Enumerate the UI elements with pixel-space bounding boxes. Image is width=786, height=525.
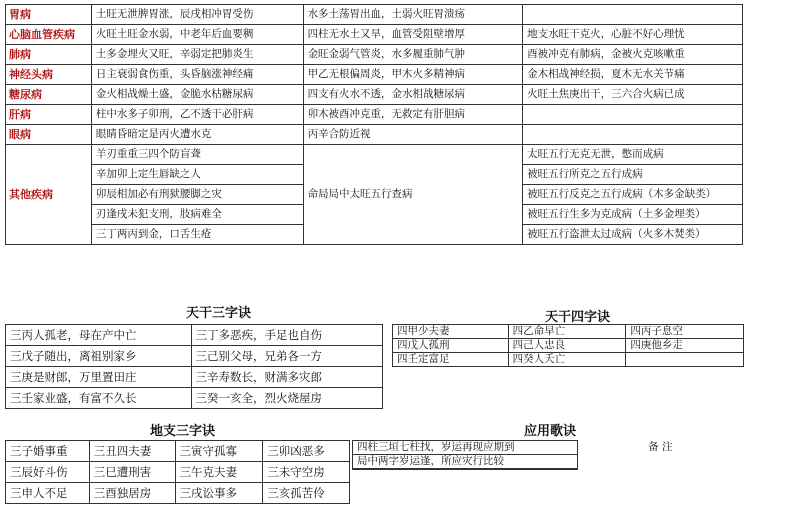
table-row	[393, 353, 744, 367]
disease-row	[6, 105, 743, 125]
verse-cell: 四甲少夫妻	[393, 325, 509, 339]
disease-row	[6, 85, 743, 105]
table-row	[6, 462, 350, 483]
disease-cell: 金木相战神经损，夏木无水关节痛	[523, 65, 743, 85]
verse-cell: 三庚是财郎，万里置田庄	[6, 367, 192, 388]
verse-cell: 三己别父母，兄弟各一方	[191, 346, 382, 367]
verse-cell: 三戊子随出，离祖别家乡	[6, 346, 192, 367]
verse-cell: 三卯凶恶多	[263, 441, 350, 462]
disease-cell	[523, 125, 743, 145]
verse-cell: 三壬家业盛，有富不久长	[6, 388, 192, 409]
verse-cell: 三丙人孤老，母在产中亡	[6, 325, 192, 346]
verse-cell: 三辛寿数长，财满多灾郎	[191, 367, 382, 388]
table-row	[6, 367, 383, 388]
note-cell	[577, 469, 743, 470]
disease-cell: 柱中水多子卯刑，乙不透干必肝病	[91, 105, 303, 125]
table-row	[6, 483, 350, 504]
disease-table	[5, 4, 743, 245]
verse-cell: 三子婚事重	[6, 441, 90, 462]
disease-cell: 太旺五行无克无泄，憋而成病	[523, 145, 743, 165]
disease-cell: 土多金埋火又旺，辛弱定把肺炎生	[91, 45, 303, 65]
verse-cell: 四壬定富足	[393, 353, 509, 367]
verse-cell	[353, 469, 578, 470]
disease-cell: 酉被冲克有肺病，金被火克咳嗽重	[523, 45, 743, 65]
verse-cell: 三癸一亥全，烈火烧屋房	[191, 388, 382, 409]
verse-cell	[626, 353, 744, 367]
disease-name: 胃病	[6, 5, 92, 25]
disease-cell: 辛加卯上定生唇缺之人	[91, 165, 303, 185]
disease-cell: 被旺五行生多为克成病（土多金埋类）	[523, 205, 743, 225]
disease-cell: 羊刃重重三四个防盲聋	[91, 145, 303, 165]
disease-cell: 水多土荡胃出血，土弱火旺胃溃疡	[303, 5, 523, 25]
verse-cell: 三午克夫妻	[175, 462, 263, 483]
verse-cell: 四丙子息空	[626, 325, 744, 339]
disease-cell: 甲乙无根偏周炎，甲木火多精神病	[303, 65, 523, 85]
disease-other-row	[6, 145, 743, 165]
disease-cell: 金旺金弱气管炎，水多履重肺气肿	[303, 45, 523, 65]
tiangan-san-table	[5, 324, 383, 409]
disease-cell: 三丁两丙到金，口舌生疮	[91, 225, 303, 245]
disease-cell: 丙辛合防近视	[303, 125, 523, 145]
disease-cell: 被旺五行所克之五行成病	[523, 165, 743, 185]
note-label: 备 注	[648, 441, 673, 453]
disease-cell: 日主衰弱食伤重，头昏脑涨神经痛	[91, 65, 303, 85]
verse-cell: 四柱三垣七柱找，岁运再现应期到	[353, 441, 578, 455]
yingyong-title: 应用歌诀	[524, 424, 577, 439]
verse-cell: 四癸人夭亡	[508, 353, 626, 367]
verse-cell: 三戌讼事多	[175, 483, 263, 504]
verse-cell: 三酉独居房	[89, 483, 175, 504]
disease-name: 其他疾病	[6, 145, 92, 245]
verse-cell: 三丑四夫妻	[89, 441, 175, 462]
disease-cell: 刃逢戌未犯支刑，肢病难全	[91, 205, 303, 225]
table-row	[353, 469, 744, 470]
verse-cell: 三寅守孤寡	[175, 441, 263, 462]
table-row	[393, 339, 744, 353]
disease-cell: 卯木被酉冲克重，无救定有肝胆病	[303, 105, 523, 125]
table-row	[6, 441, 350, 462]
disease-cell: 金火相战燥土盛，金脆水枯糖尿病	[91, 85, 303, 105]
disease-row	[6, 25, 743, 45]
disease-row	[6, 5, 743, 25]
disease-name: 糖尿病	[6, 85, 92, 105]
disease-cell: 眼睛昏暗定是丙火遭水克	[91, 125, 303, 145]
disease-name: 肺病	[6, 45, 92, 65]
verse-cell: 三申人不足	[6, 483, 90, 504]
verse-cell: 三亥孤苦伶	[263, 483, 350, 504]
tiangan-san-title: 天干三字诀	[186, 306, 252, 321]
note-cell	[577, 455, 743, 469]
verse-cell: 三丁多恶疾，手足也自伤	[191, 325, 382, 346]
yingyong-table	[352, 440, 744, 470]
disease-name: 肝病	[6, 105, 92, 125]
disease-cell: 火旺土旺金水弱，中老年后血要稠	[91, 25, 303, 45]
disease-row	[6, 45, 743, 65]
table-row	[6, 325, 383, 346]
dizhi-san-title: 地支三字诀	[150, 424, 216, 439]
disease-row	[6, 65, 743, 85]
table-row	[353, 455, 744, 469]
disease-cell: 被旺五行反克之五行成病（木多金缺类）	[523, 185, 743, 205]
tiangan-si-table	[392, 324, 744, 367]
table-row	[393, 325, 744, 339]
disease-cell: 命局局中太旺五行查病	[303, 145, 523, 245]
disease-cell: 四柱无水土又旱，血管受阻壁增厚	[303, 25, 523, 45]
disease-row	[6, 125, 743, 145]
table-row	[353, 441, 744, 455]
verse-cell: 三未守空房	[263, 462, 350, 483]
verse-cell: 三巳遭刑害	[89, 462, 175, 483]
verse-cell: 局中两字岁运逢，所应灾行比较	[353, 455, 578, 469]
table-row	[6, 346, 383, 367]
disease-cell: 地支水旺干克火，心脏不好心理忧	[523, 25, 743, 45]
disease-cell: 火旺土焦庚出干，三六合火病已成	[523, 85, 743, 105]
disease-cell: 被旺五行盗泄太过成病（火多木焚类）	[523, 225, 743, 245]
verse-cell: 四己人忠良	[508, 339, 626, 353]
verse-cell: 四戊人孤刑	[393, 339, 509, 353]
table-row	[6, 388, 383, 409]
disease-cell	[523, 5, 743, 25]
tiangan-si-title: 天干四字诀	[545, 310, 611, 325]
disease-cell	[523, 105, 743, 125]
disease-name: 神经头病	[6, 65, 92, 85]
disease-name: 心脑血管疾病	[6, 25, 92, 45]
disease-name: 眼病	[6, 125, 92, 145]
verse-cell: 三辰好斗伤	[6, 462, 90, 483]
disease-cell: 土旺无泄脾胃涨，辰戌相冲胃受伤	[91, 5, 303, 25]
dizhi-san-table	[5, 440, 350, 504]
verse-cell: 四庚他乡走	[626, 339, 744, 353]
disease-cell: 四支有火水不透，金水相战糖尿病	[303, 85, 523, 105]
disease-cell: 卯辰相加必有刑狱腰脚之灾	[91, 185, 303, 205]
verse-cell: 四乙命早亡	[508, 325, 626, 339]
